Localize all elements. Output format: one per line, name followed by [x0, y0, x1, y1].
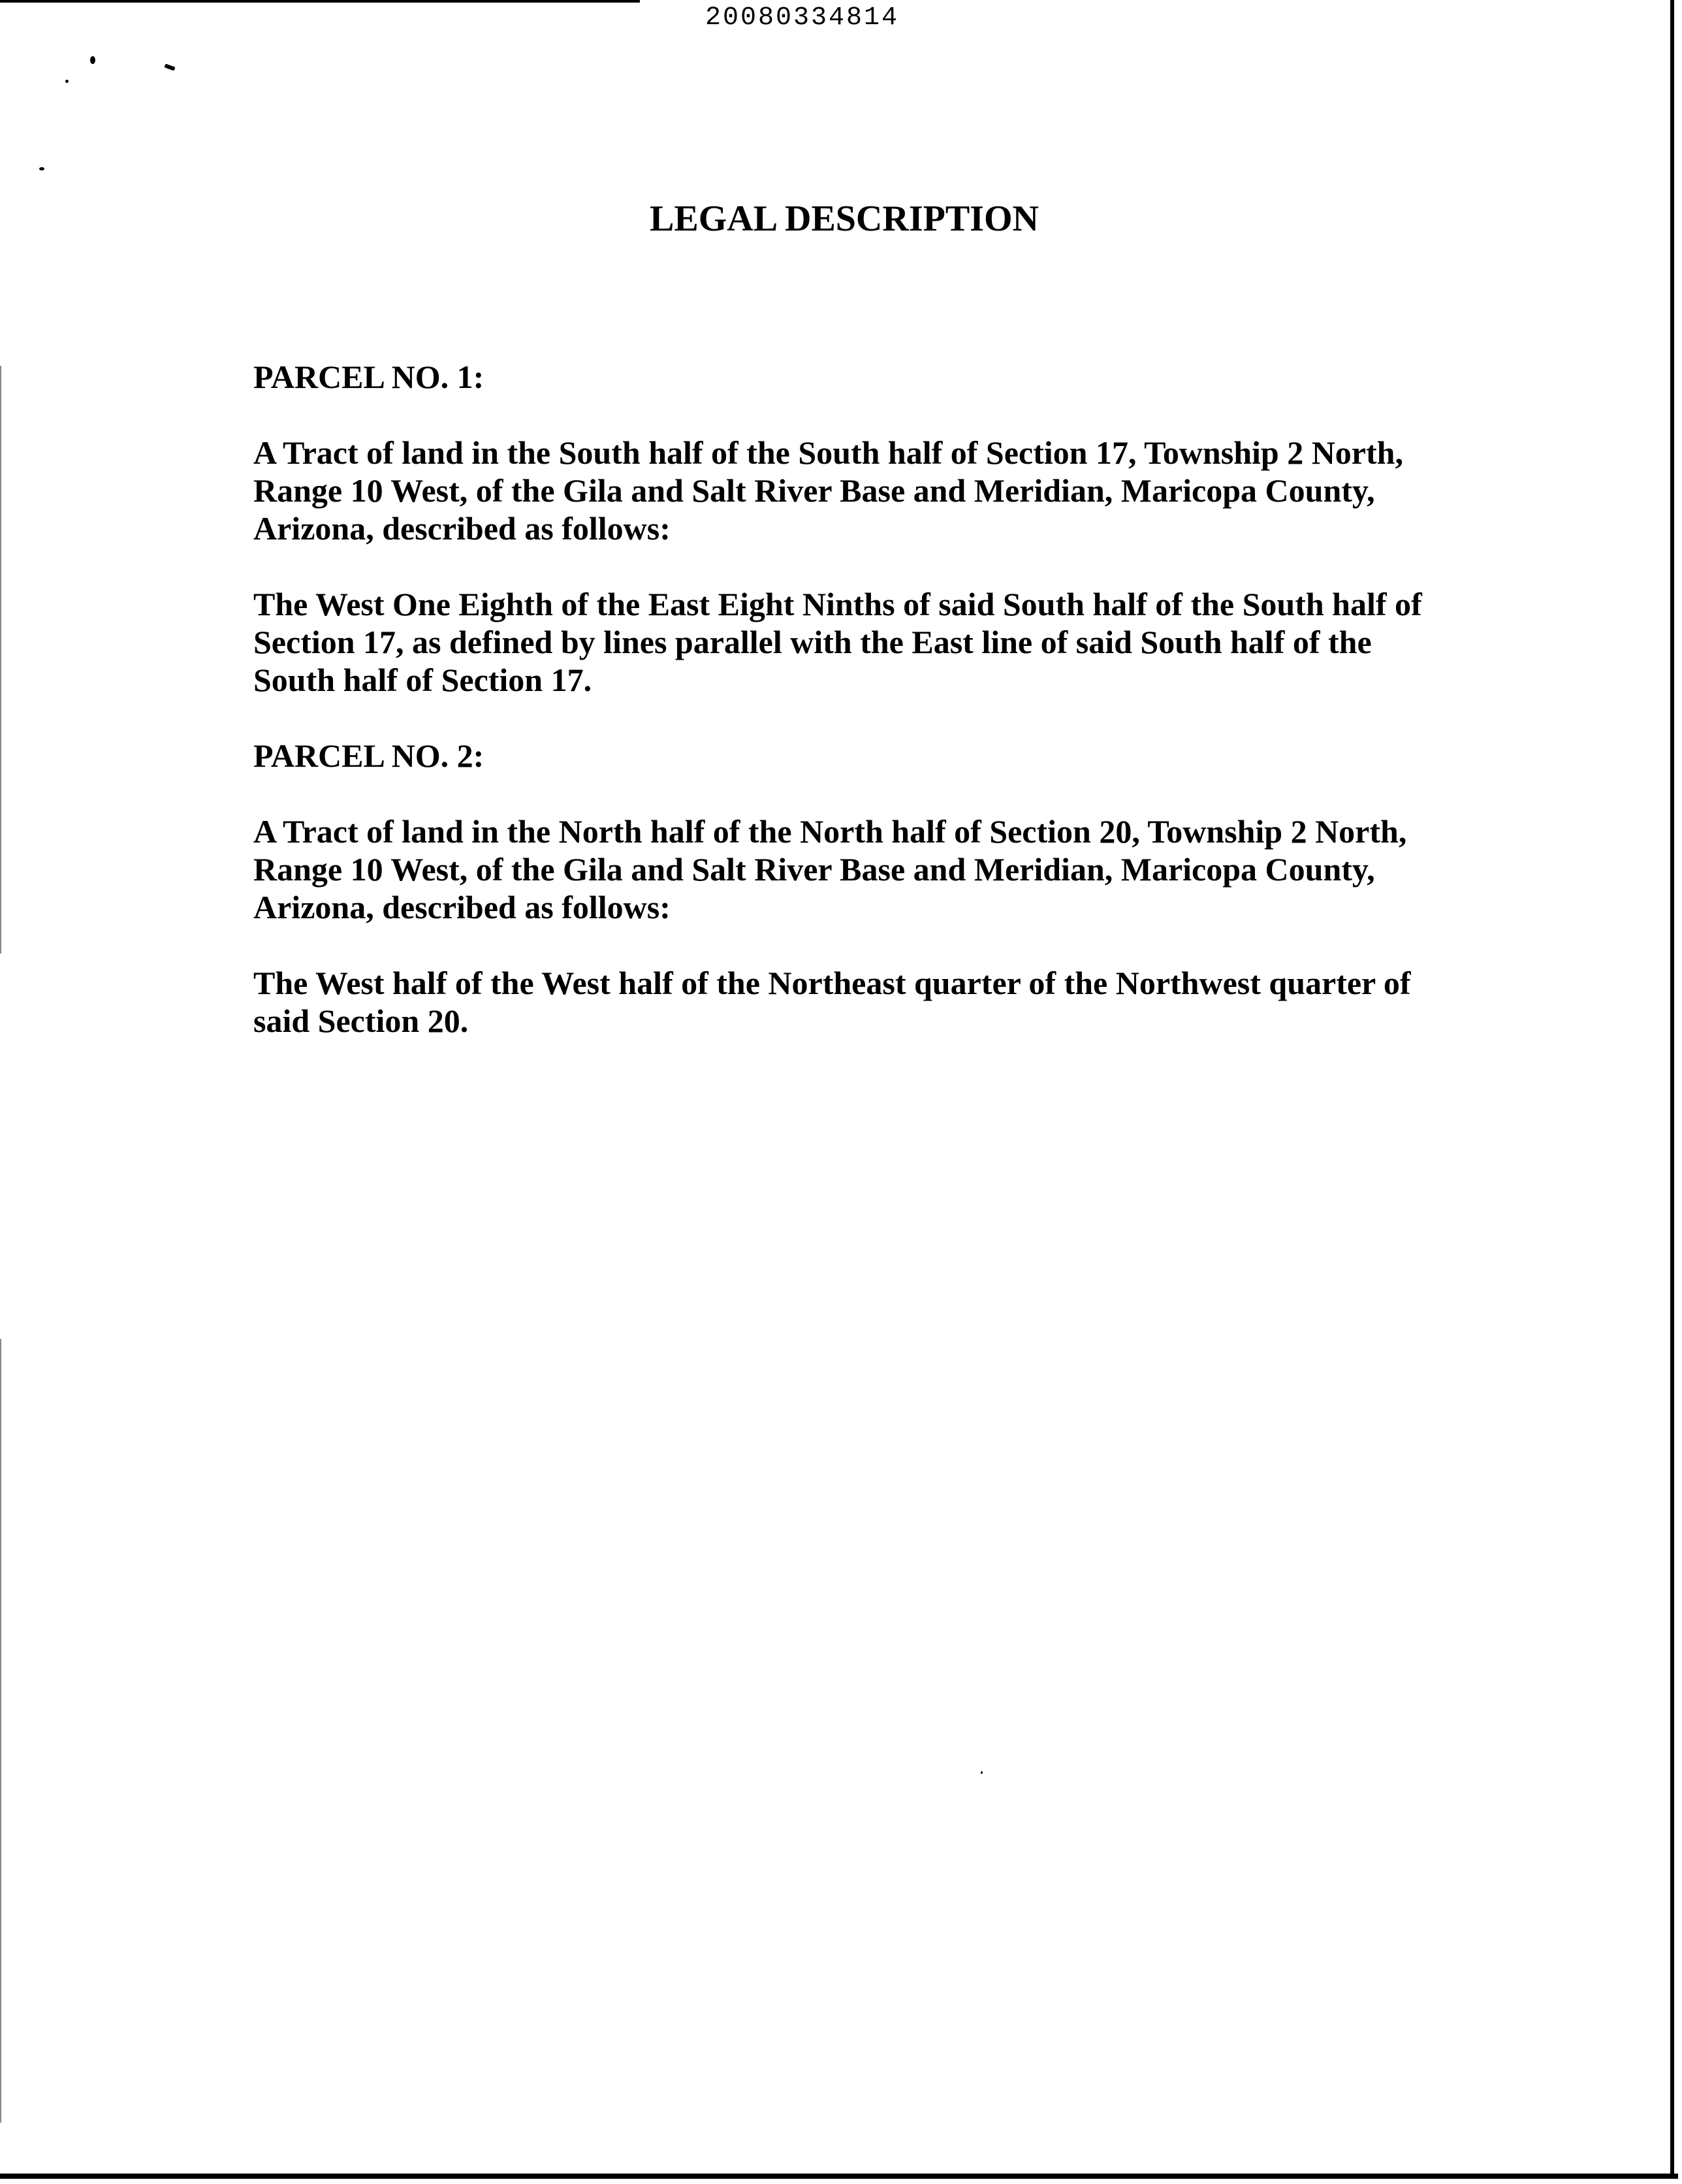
parcel-1-description-line: Section 17, as defined by lines parallel with the East line of said South half of the [253, 624, 1372, 660]
parcel-2-tract-line: Range 10 West, of the Gila and Salt River Base and Meridian, Maricopa County, [253, 851, 1375, 888]
parcel-1-description-line: The West One Eighth of the East Eight Ninths of said South half of the South half of [253, 586, 1422, 622]
scan-speck [39, 167, 44, 170]
scan-speck [981, 1771, 983, 1774]
parcel-1-description-line: South half of Section 17. [253, 662, 592, 698]
parcel-2-tract-line: Arizona, described as follows: [253, 889, 671, 925]
parcel-1-tract-line: Arizona, described as follows: [253, 510, 671, 547]
right-scan-border [1670, 0, 1674, 2175]
parcel-2-tract [253, 812, 1481, 926]
left-scan-edge [0, 1339, 1, 2123]
scan-speck [65, 80, 69, 83]
parcel-2-description-line: said Section 20. [253, 1003, 469, 1039]
page-title: LEGAL DESCRIPTION [650, 199, 1039, 239]
bottom-scan-border [0, 2174, 1678, 2179]
left-scan-edge [0, 366, 1, 954]
document-number: 20080334814 [705, 3, 900, 33]
scan-speck [164, 63, 175, 71]
parcel-1-tract-line: A Tract of land in the South half of the South half of Section 17, Township 2 North, [253, 434, 1403, 471]
legal-description-body [253, 358, 1481, 1078]
parcel-1-tract [253, 434, 1481, 547]
parcel-2-description [253, 964, 1481, 1040]
top-scan-rule [0, 0, 640, 3]
parcel-2-description-line: The West half of the West half of the Northeast quarter of the Northwest quarter of [253, 965, 1411, 1001]
parcel-1-description [253, 585, 1481, 699]
parcel-1-tract-line: Range 10 West, of the Gila and Salt River Base and Meridian, Maricopa County, [253, 472, 1375, 509]
scan-speck [90, 56, 95, 64]
parcel-2-heading: PARCEL NO. 2: [253, 737, 484, 774]
parcel-2-tract-line: A Tract of land in the North half of the North half of Section 20, Township 2 North, [253, 813, 1407, 850]
parcel-1-heading: PARCEL NO. 1: [253, 359, 484, 395]
